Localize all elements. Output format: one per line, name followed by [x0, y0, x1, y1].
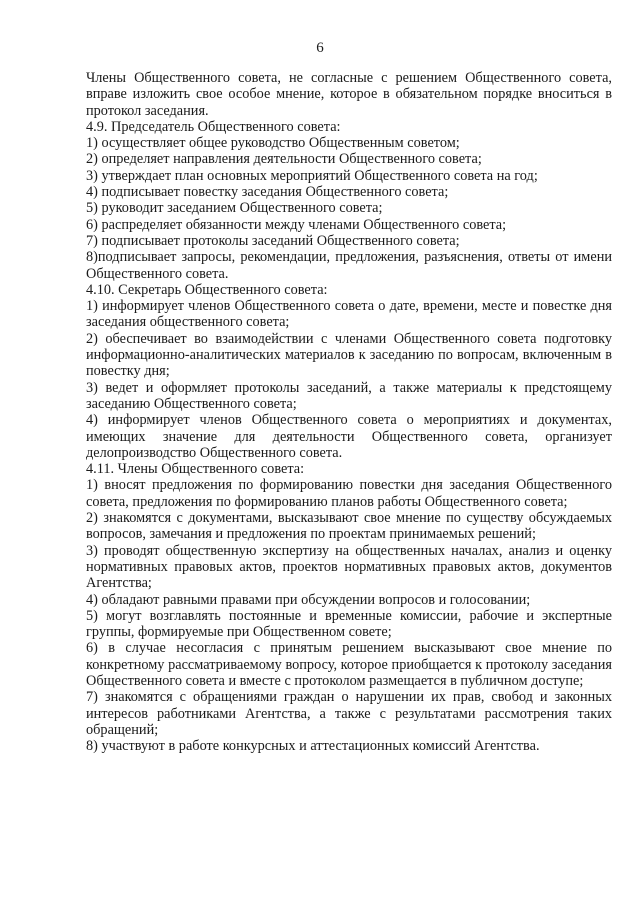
list-item: 7) подписывает протоколы заседаний Общественного совета;	[86, 232, 460, 249]
list-item: 1) осуществляет общее руководство Общественным советом;	[86, 135, 460, 152]
section-heading-4-11: 4.11. Члены Общественного совета:	[86, 461, 305, 478]
list-item: 5) могут возглавлять постоянные и временные комиссии, рабочие и экспертные группы, формируемые при Общественном совете;	[86, 607, 612, 641]
list-item: 8) участвуют в работе конкурсных и аттестационных комиссий Агентства.	[86, 738, 540, 755]
list-item: 3) ведет и оформляет протоколы заседаний, а также материалы к предстоящему заседанию Общественного совета;	[86, 379, 612, 412]
list-item: 5) руководит заседанием Общественного совета;	[86, 200, 383, 217]
list-item: 8)подписывает запросы, рекомендации, предложения, разъяснения, ответы от имени Общественного совета.	[86, 249, 612, 282]
list-item: 4) подписывает повестку заседания Общественного совета;	[86, 184, 449, 201]
list-item: 2) обеспечивает во взаимодействии с членами Общественного совета подготовку информационно-аналитических материалов к заседанию по вопросам, включенным в повестку дня;	[86, 330, 612, 380]
list-item: 1) информирует членов Общественного совета о дате, времени, месте и повестке дня заседания общественного совета;	[86, 298, 612, 331]
list-item: 4) информирует членов Общественного совета о мероприятиях и документах, имеющих значение для деятельности Общественного совета, организует делопроизводство Общественного совета.	[86, 412, 612, 461]
list-item: 6) распределяет обязанности между членами Общественного совета;	[86, 216, 507, 233]
list-item: 7) знакомятся с обращениями граждан о нарушении их прав, свобод и законных интересов работниками Агентства, а также с результатами рассмотрения таких обращений;	[86, 689, 612, 738]
list-item: 6) в случае несогласия с принятым решением высказывают свое мнение по конкретному рассматриваемому вопросу, которое приобщается к протоколу заседания Общественного совета и вместе с протоколом размещается в публичном доступе;	[86, 640, 612, 689]
section-heading-4-10: 4.10. Секретарь Общественного совета:	[86, 281, 328, 298]
paragraph-dissent: Члены Общественного совета, не согласные с решением Общественного совета, вправе изложить свое особое мнение, которое в обязательном порядке вноситься в протокол заседания.	[86, 70, 612, 119]
list-item: 3) утверждает план основных мероприятий Общественного совета на год;	[86, 167, 538, 184]
list-item: 3) проводят общественную экспертизу на общественных началах, анализ и оценку нормативных правовых актов, проектов нормативных правовых актов, документов Агентства;	[86, 542, 612, 592]
section-heading-4-9: 4.9. Председатель Общественного совета:	[86, 118, 341, 135]
list-item: 1) вносят предложения по формированию повестки дня заседания Общественного совета, предложения по формированию планов работы Общественного совета;	[86, 477, 612, 510]
list-item: 2) определяет направления деятельности Общественного совета;	[86, 151, 482, 168]
page-number: 6	[316, 40, 324, 56]
list-item: 2) знакомятся с документами, высказывают свое мнение по существу обсуждаемых вопросов, замечания и предложения по проектам принимаемых решений;	[86, 510, 612, 543]
document-body	[86, 70, 612, 754]
list-item: 4) обладают равными правами при обсуждении вопросов и голосовании;	[86, 591, 531, 608]
